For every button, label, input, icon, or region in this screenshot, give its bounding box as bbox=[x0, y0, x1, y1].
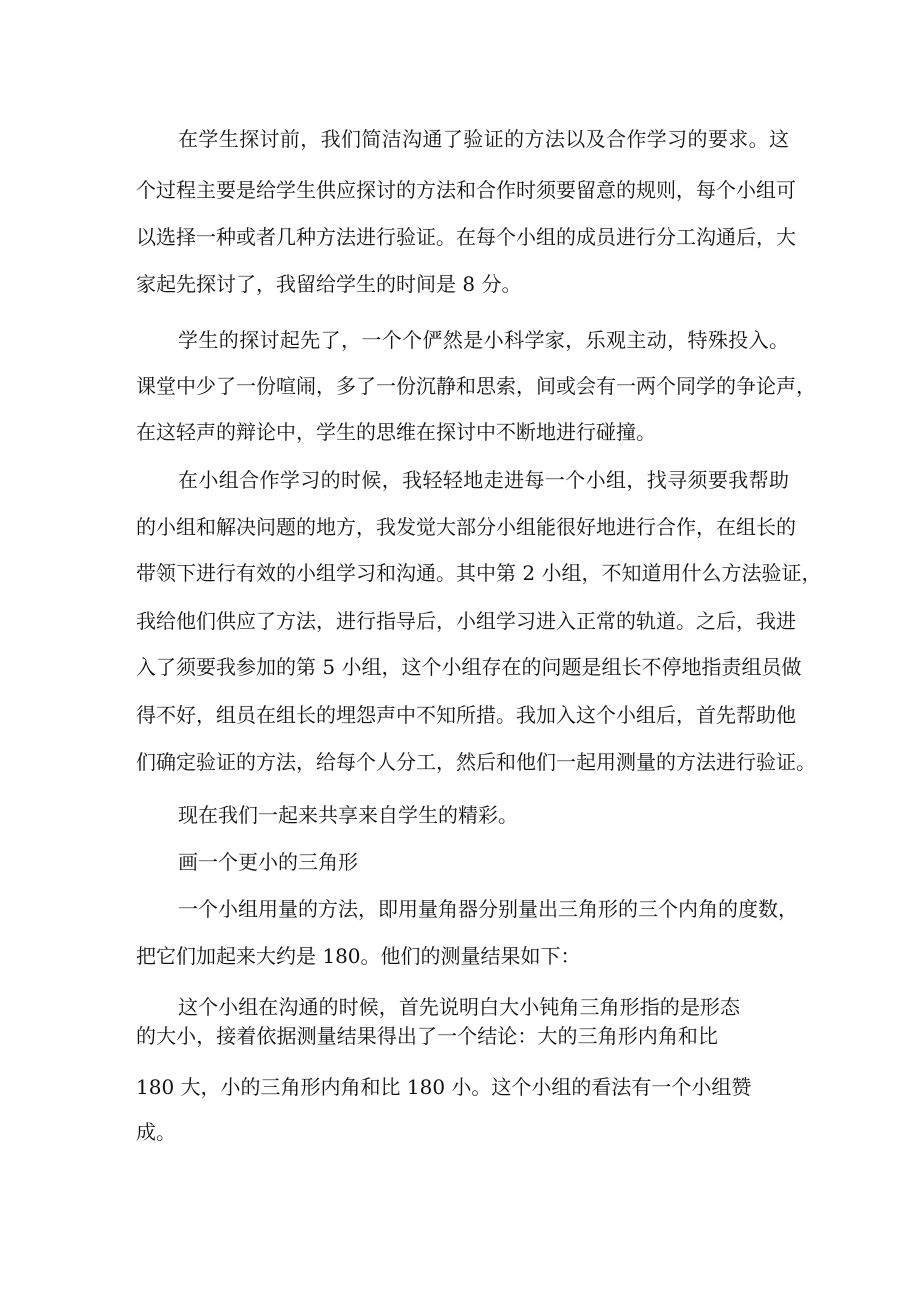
paragraph-3-line-1: 在小组合作学习的时候，我轻轻地走进每一个小组，找寻须要我帮助 bbox=[178, 468, 789, 492]
paragraph-6-line-1: 一个小组用量的方法，即用量角器分别量出三角形的三个内角的度数， bbox=[178, 897, 798, 921]
section-title-line: 画一个更小的三角形 bbox=[178, 850, 358, 874]
paragraph-2-line-3: 在这轻声的辩论中，学生的思维在探讨中不断地进行碰撞。 bbox=[136, 420, 656, 444]
paragraph-4-line-1: 现在我们一起来共享来自学生的精彩。 bbox=[178, 803, 518, 827]
paragraph-3-line-6: 得不好，组员在组长的埋怨声中不知所措。我加入这个小组后，首先帮助他 bbox=[136, 703, 796, 727]
paragraph-7-line-2: 的大小，接着依据测量结果得出了一个结论：大的三角形内角和比 bbox=[136, 1024, 718, 1048]
paragraph-3-line-3: 带领下进行有效的小组学习和沟通。其中第 2 小组，不知道用什么方法验证， bbox=[136, 561, 822, 585]
paragraph-3-line-7: 们确定验证的方法，给每个人分工，然后和他们一起用测量的方法进行验证。 bbox=[136, 750, 816, 774]
paragraph-1-line-2: 个过程主要是给学生供应探讨的方法和合作时须要留意的规则，每个小组可 bbox=[136, 178, 796, 202]
paragraph-2-line-1: 学生的探讨起先了，一个个俨然是小科学家，乐观主动，特殊投入。 bbox=[178, 328, 789, 352]
paragraph-6-line-2: 把它们加起来大约是 180。他们的测量结果如下： bbox=[136, 944, 581, 968]
paragraph-7-line-4: 成。 bbox=[136, 1120, 176, 1144]
paragraph-7-line-1: 这个小组在沟通的时候，首先说明白大小钝角三角形指的是形态 bbox=[178, 995, 740, 1019]
paragraph-3-line-5: 入了须要我参加的第 5 小组，这个小组存在的问题是组长不停地指责组员做 bbox=[136, 655, 802, 679]
paragraph-7-line-3: 180 大，小的三角形内角和比 180 小。这个小组的看法有一个小组赞 bbox=[136, 1075, 752, 1099]
paragraph-2-line-2: 课堂中少了一份喧闹，多了一份沉静和思索，间或会有一两个同学的争论声， bbox=[136, 374, 816, 398]
paragraph-1-line-3: 以选择一种或者几种方法进行验证。在每个小组的成员进行分工沟通后，大 bbox=[136, 225, 796, 249]
paragraph-1-line-1: 在学生探讨前，我们简洁沟通了验证的方法以及合作学习的要求。这 bbox=[178, 127, 789, 151]
paragraph-1-line-4: 家起先探讨了，我留给学生的时间是 8 分。 bbox=[136, 272, 522, 296]
paragraph-3-line-2: 的小组和解决问题的地方，我发觉大部分小组能很好地进行合作，在组长的 bbox=[136, 515, 796, 539]
paragraph-3-line-4: 我给他们供应了方法，进行指导后，小组学习进入正常的轨道。之后，我进 bbox=[136, 609, 796, 633]
